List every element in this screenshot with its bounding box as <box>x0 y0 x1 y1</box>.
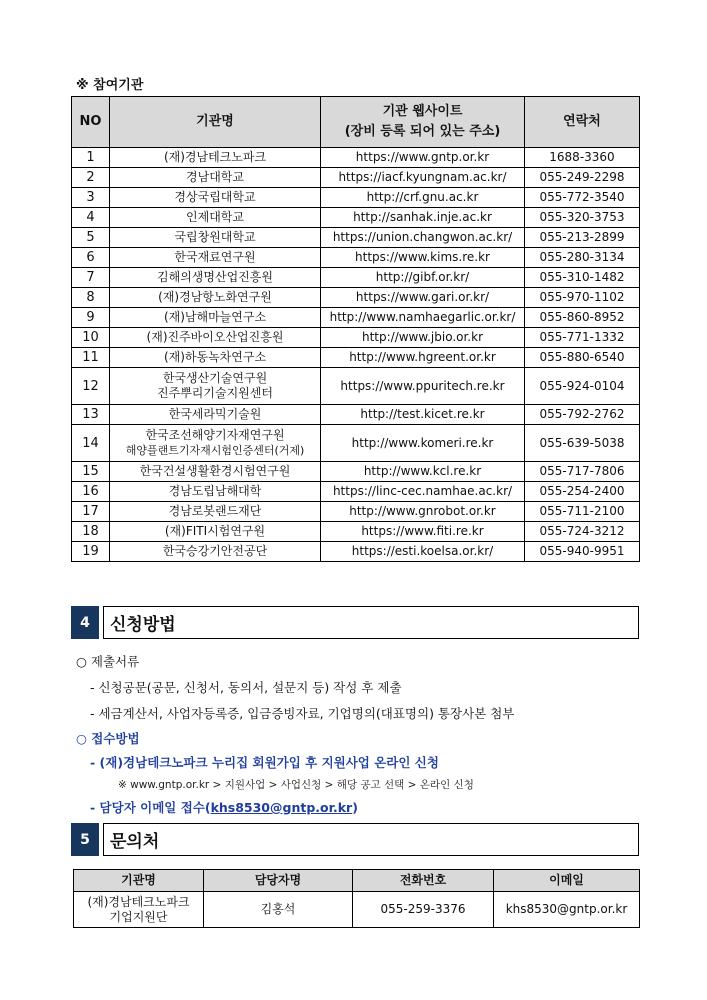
row-phone: 055-880-6540 <box>525 348 640 368</box>
row-org-name <box>110 288 321 308</box>
row-org-name <box>110 248 321 268</box>
row-org-name <box>110 188 321 208</box>
col-phone: 연락처 <box>525 97 640 148</box>
table-row <box>72 368 640 405</box>
row-no: 9 <box>72 308 110 328</box>
row-website[interactable]: https://linc-cec.namhae.ac.kr/ <box>321 482 525 502</box>
row-phone: 055-717-7806 <box>525 462 640 482</box>
row-no: 12 <box>72 368 110 405</box>
contact-org-line2: 기업지원단 <box>109 909 168 924</box>
docs-item-1: - 신청공문(공문, 신청서, 동의서, 설문지 등) 작성 후 제출 <box>90 680 402 695</box>
row-org-name-line: (재)FITI시험연구원 <box>164 524 266 538</box>
row-phone: 055-310-1482 <box>525 268 640 288</box>
row-phone: 055-771-1332 <box>525 328 640 348</box>
row-website[interactable]: https://www.kims.re.kr <box>321 248 525 268</box>
row-no: 17 <box>72 502 110 522</box>
row-org-name-line: 국립창원대학교 <box>174 230 256 244</box>
contact-col-email: 이메일 <box>494 870 640 892</box>
row-org-name <box>110 168 321 188</box>
row-no: 4 <box>72 208 110 228</box>
row-website[interactable]: https://www.gntp.or.kr <box>321 148 525 168</box>
row-org-name <box>110 482 321 502</box>
row-phone: 055-254-2400 <box>525 482 640 502</box>
row-website[interactable]: http://crf.gnu.ac.kr <box>321 188 525 208</box>
row-phone: 055-724-3212 <box>525 522 640 542</box>
row-org-name-line: (재)진주바이오산업진흥원 <box>146 330 284 344</box>
row-org-name <box>110 148 321 168</box>
row-website[interactable]: http://www.komeri.re.kr <box>321 425 525 462</box>
row-no: 16 <box>72 482 110 502</box>
table-row <box>72 208 640 228</box>
row-phone: 055-320-3753 <box>525 208 640 228</box>
row-website[interactable]: https://www.gari.or.kr/ <box>321 288 525 308</box>
col-website-line1: 기관 웹사이트 <box>382 104 463 119</box>
table-row <box>72 188 640 208</box>
contact-email: khs8530@gntp.or.kr <box>494 892 640 928</box>
row-org-name-line: 한국세라믹기술원 <box>168 407 262 421</box>
table-row <box>72 268 640 288</box>
contact-col-org: 기관명 <box>74 870 204 892</box>
docs-item-2: - 세금계산서, 사업자등록증, 입금증빙자료, 기업명의(대표명의) 통장사본 첨부 <box>90 706 515 721</box>
row-org-name-line: 한국재료연구원 <box>174 250 256 264</box>
contact-phone: 055-259-3376 <box>353 892 494 928</box>
row-org-name-line: 경남로봇랜드재단 <box>168 504 262 518</box>
row-no: 18 <box>72 522 110 542</box>
row-org-name-line: 인제대학교 <box>186 210 244 224</box>
table-row <box>72 462 640 482</box>
table-row <box>72 502 640 522</box>
col-name: 기관명 <box>110 97 321 148</box>
row-website[interactable]: https://iacf.kyungnam.ac.kr/ <box>321 168 525 188</box>
section-4-title: 신청방법 <box>103 606 639 639</box>
row-website[interactable]: https://www.fiti.re.kr <box>321 522 525 542</box>
row-org-name <box>110 425 321 462</box>
col-no: NO <box>72 97 110 148</box>
row-org-name <box>110 522 321 542</box>
row-no: 2 <box>72 168 110 188</box>
table-row <box>72 425 640 462</box>
table-row <box>72 248 640 268</box>
row-no: 7 <box>72 268 110 288</box>
row-phone: 055-249-2298 <box>525 168 640 188</box>
table-row <box>72 288 640 308</box>
method-item-1: - (재)경남테크노파크 누리집 회원가입 후 지원사업 온라인 신청 <box>90 755 439 770</box>
row-org-name-line: 해양플랜트기자재시험인증센터(거제) <box>125 444 305 457</box>
row-website[interactable]: http://www.jbio.or.kr <box>321 328 525 348</box>
row-org-name-line: 경남도립남해대학 <box>168 484 262 498</box>
row-phone: 055-280-3134 <box>525 248 640 268</box>
row-no: 8 <box>72 288 110 308</box>
row-org-name-line: (재)경남항노화연구원 <box>158 290 272 304</box>
row-org-name-line: 경남대학교 <box>186 170 244 184</box>
contact-person: 김홍석 <box>204 892 353 928</box>
row-phone: 055-792-2762 <box>525 405 640 425</box>
row-org-name-line: 한국승강기안전공단 <box>162 544 268 558</box>
section-4-number: 4 <box>71 606 99 639</box>
row-no: 13 <box>72 405 110 425</box>
section-5-title: 문의처 <box>103 823 639 856</box>
table-row <box>72 148 640 168</box>
participants-caption: ※ 참여기관 <box>76 78 144 93</box>
row-no: 6 <box>72 248 110 268</box>
row-org-name <box>110 228 321 248</box>
table-row <box>72 328 640 348</box>
table-row <box>72 482 640 502</box>
row-org-name-line: 김해의생명산업진흥원 <box>157 270 273 284</box>
row-org-name <box>110 542 321 562</box>
contact-col-person: 담당자명 <box>204 870 353 892</box>
table-row <box>72 405 640 425</box>
row-phone: 055-213-2899 <box>525 228 640 248</box>
table-row <box>72 228 640 248</box>
row-no: 15 <box>72 462 110 482</box>
row-website[interactable]: http://gibf.or.kr/ <box>321 268 525 288</box>
row-website[interactable]: http://www.hgreent.or.kr <box>321 348 525 368</box>
table-row <box>72 542 640 562</box>
row-no: 1 <box>72 148 110 168</box>
method-email: khs8530@gntp.or.kr <box>210 800 353 815</box>
participants-table <box>71 96 640 562</box>
row-org-name <box>110 502 321 522</box>
docs-heading: ○ 제출서류 <box>76 654 140 669</box>
row-no: 10 <box>72 328 110 348</box>
row-phone: 055-970-1102 <box>525 288 640 308</box>
row-website[interactable]: http://www.namhaegarlic.or.kr/ <box>321 308 525 328</box>
contact-table <box>73 869 640 928</box>
row-org-name-line: 한국생산기술연구원 <box>162 371 268 385</box>
row-website[interactable]: http://www.gnrobot.or.kr <box>321 502 525 522</box>
row-website[interactable]: https://union.changwon.ac.kr/ <box>321 228 525 248</box>
table-row <box>72 168 640 188</box>
row-website[interactable]: http://test.kicet.re.kr <box>321 405 525 425</box>
table-header-row <box>72 97 640 148</box>
row-website[interactable]: http://sanhak.inje.ac.kr <box>321 208 525 228</box>
method-item-2 <box>90 798 358 816</box>
contact-row <box>74 892 640 928</box>
row-org-name-line: (재)경남테크노파크 <box>163 150 267 164</box>
row-org-name <box>110 368 321 405</box>
row-no: 19 <box>72 542 110 562</box>
contact-col-phone: 전화번호 <box>353 870 494 892</box>
contact-org-line1: (재)경남테크노파크 <box>87 894 190 909</box>
row-org-name <box>110 462 321 482</box>
row-org-name-line: 한국조선해양기자재연구원 <box>145 428 285 442</box>
col-website <box>321 97 525 148</box>
row-phone: 055-924-0104 <box>525 368 640 405</box>
table-row <box>72 522 640 542</box>
method-item-2-suffix: ) <box>352 800 358 815</box>
row-org-name <box>110 208 321 228</box>
row-org-name-line: (재)하동녹차연구소 <box>163 350 267 364</box>
table-row <box>72 348 640 368</box>
row-no: 14 <box>72 425 110 462</box>
method-heading: ○ 접수방법 <box>76 731 140 746</box>
row-phone: 055-860-8952 <box>525 308 640 328</box>
method-item-2-prefix: - 담당자 이메일 접수( <box>90 800 211 815</box>
row-org-name <box>110 308 321 328</box>
contact-org <box>74 892 204 928</box>
row-org-name <box>110 348 321 368</box>
row-phone: 055-940-9951 <box>525 542 640 562</box>
row-website[interactable]: https://www.ppuritech.re.kr <box>321 368 525 405</box>
method-path: ※ www.gntp.or.kr > 지원사업 > 사업신청 > 해당 공고 선택 > 온라인 신청 <box>118 779 474 791</box>
col-website-line2: (장비 등록 되어 있는 주소) <box>344 124 501 139</box>
section-5-number: 5 <box>71 823 99 856</box>
row-no: 5 <box>72 228 110 248</box>
row-website[interactable]: http://www.kcl.re.kr <box>321 462 525 482</box>
row-phone: 055-639-5038 <box>525 425 640 462</box>
row-org-name <box>110 405 321 425</box>
row-org-name-line: (재)남해마늘연구소 <box>163 310 267 324</box>
contact-header-row <box>74 870 640 892</box>
row-phone: 055-772-3540 <box>525 188 640 208</box>
row-org-name-line: 진주뿌리기술지원센터 <box>157 386 273 400</box>
table-row <box>72 308 640 328</box>
row-phone: 1688-3360 <box>525 148 640 168</box>
row-phone: 055-711-2100 <box>525 502 640 522</box>
row-org-name <box>110 328 321 348</box>
row-no: 11 <box>72 348 110 368</box>
row-org-name-line: 한국건설생활환경시험연구원 <box>139 464 291 478</box>
row-website[interactable]: https://esti.koelsa.or.kr/ <box>321 542 525 562</box>
row-org-name <box>110 268 321 288</box>
row-org-name-line: 경상국립대학교 <box>174 190 256 204</box>
row-no: 3 <box>72 188 110 208</box>
